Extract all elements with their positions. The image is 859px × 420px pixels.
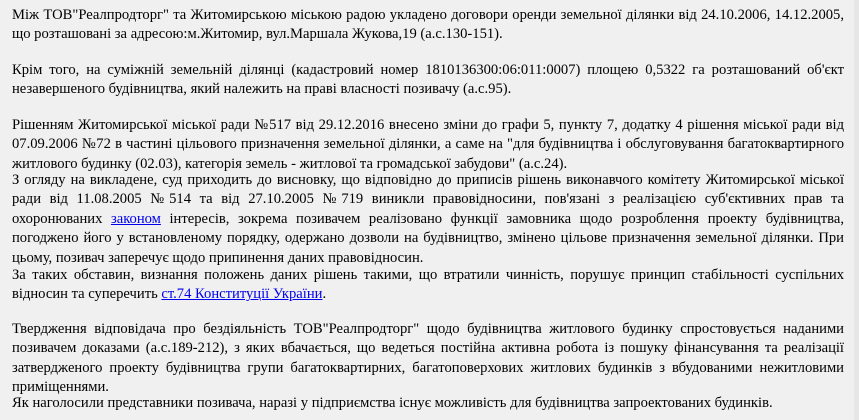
paragraph-plaintiff-representatives <box>12 394 844 413</box>
constitution-article-link[interactable]: ст.74 Конституції України <box>161 286 323 303</box>
paragraph-stability-principle <box>12 266 844 305</box>
paragraph-text: За таких обставин, визнання положень даних рішень такими, що втратили чинність, порушує принцип стабільності суспільних відносин та суперечить <box>12 267 844 303</box>
paragraph-text: інтересів, зокрема позивачем реалізовано функції замовника щодо розроблення проекту будівництва, погоджено його у встановленому порядку, одержано дозволи на будівництво, змінено цільове призначення земельної ділянки. При цьому, позивач заперечує щодо припинення даних правовідносин. <box>12 210 844 266</box>
paragraph-defendant-claim <box>12 320 844 398</box>
paragraph-text: Між ТОВ"Реалпродторг" та Житомирською міською радою укладено договори оренди земельної ділянки від 24.10.2006, 14.12.2005, що розташовані за адресою:м.Житомир, вул.Маршала Жукова,19 (а.с.130-151). <box>12 7 844 43</box>
law-link[interactable]: законом <box>110 210 161 227</box>
vertical-scrollbar[interactable] <box>854 0 859 420</box>
paragraph-city-council-decision <box>12 116 844 174</box>
paragraph-text: З огляду на викладене, суд приходить до висновку, що відповідно до приписів рішень виконавчого комітету Житомирської міської ради від 11.08.2005 №514 та від 27.10.2005 №719 виникли правовідносини, пов'язані з реалізацією суб'єктивних прав та охоронюваних <box>12 172 844 227</box>
paragraph-lease-agreements <box>12 6 844 45</box>
paragraph-court-conclusion <box>12 171 844 268</box>
paragraph-text: Крім того, на суміжній земельній ділянці (кадастровий номер 1810136300:06:011:0007) площею 0,5322 га розташований об'єкт незавершеного будівництва, який належить на праві власності позивачу (а.с.95). <box>12 62 844 98</box>
paragraph-text: Рішенням Житомирської міської ради №517 від 29.12.2016 внесено зміни до графи 5, пункту 7, додатку 4 рішення міської ради від 07.09.2006 №72 в частині цільового призначення земельної ділянки, а саме на "для будівництва і обслуговування багатоквартирного житлового будинку (02.03), категорія земель - житлової та громадської забудови" (а.с.24). <box>12 117 844 172</box>
paragraph-text: Як наголосили представники позивача, наразі у підприємства існує можливість для будівництва запроектованих будинків. <box>12 395 773 411</box>
paragraph-text: . <box>322 286 327 303</box>
paragraph-adjacent-plot <box>12 61 844 100</box>
paragraph-text: Твердження відповідача про бездіяльність ТОВ"Реалпродторг" щодо будівництва житлового будинку спростовується наданими позивачем доказами (а.с.189-212), з яких вбачається, що ведеться постійна активна робота із пошуку фінансування та реалізації затвердженого проекту будівництва групи багатоквартирних, багатоповерхових житлових будинків з вбудованими нежитловими приміщеннями. <box>12 321 844 396</box>
